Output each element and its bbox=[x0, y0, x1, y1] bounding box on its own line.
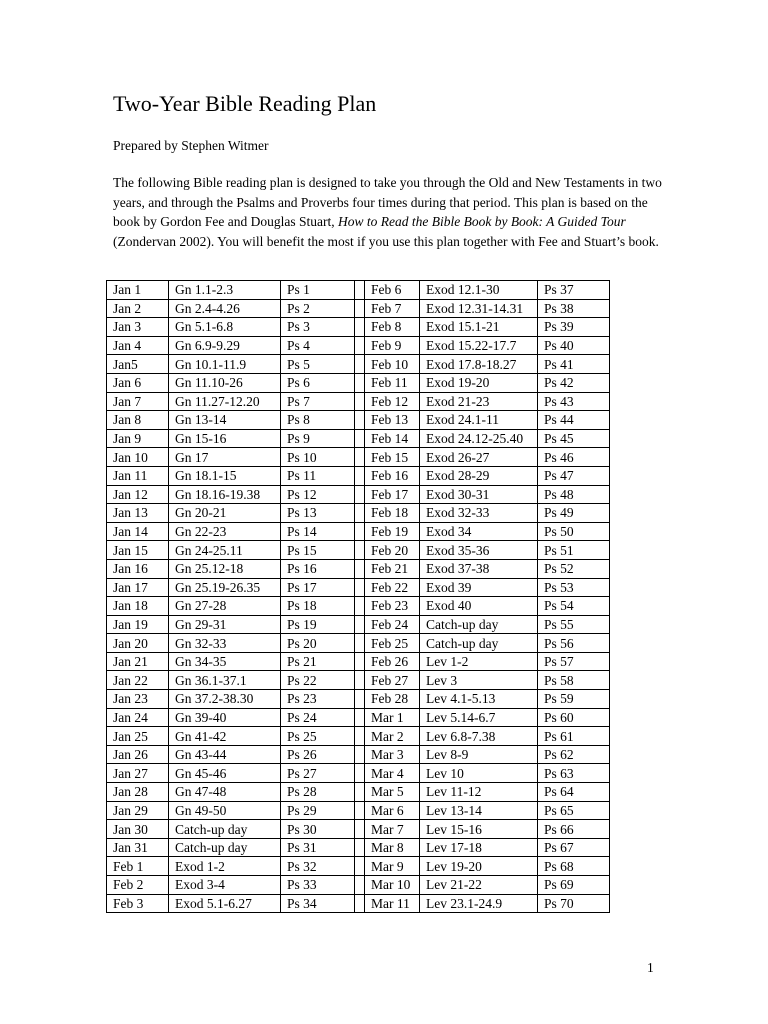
psalm-cell: Ps 34 bbox=[281, 894, 355, 913]
spacer-cell bbox=[355, 559, 365, 578]
reading-cell: Exod 12.31-14.31 bbox=[420, 299, 538, 318]
psalm-cell: Ps 18 bbox=[281, 597, 355, 616]
table-row bbox=[107, 559, 610, 578]
reading-cell: Exod 34 bbox=[420, 522, 538, 541]
table-row bbox=[107, 615, 610, 634]
psalm-cell: Ps 15 bbox=[281, 541, 355, 560]
spacer-cell bbox=[355, 541, 365, 560]
spacer-cell bbox=[355, 838, 365, 857]
reading-cell: Exod 24.12-25.40 bbox=[420, 429, 538, 448]
spacer-cell bbox=[355, 336, 365, 355]
date-cell: Feb 6 bbox=[365, 281, 420, 300]
psalm-cell: Ps 14 bbox=[281, 522, 355, 541]
psalm-cell: Ps 4 bbox=[281, 336, 355, 355]
date-cell: Feb 27 bbox=[365, 671, 420, 690]
psalm-cell: Ps 39 bbox=[538, 318, 610, 337]
spacer-cell bbox=[355, 671, 365, 690]
reading-cell: Gn 5.1-6.8 bbox=[169, 318, 281, 337]
spacer-cell bbox=[355, 801, 365, 820]
psalm-cell: Ps 12 bbox=[281, 485, 355, 504]
spacer-cell bbox=[355, 690, 365, 709]
date-cell: Feb 18 bbox=[365, 504, 420, 523]
date-cell: Jan 18 bbox=[107, 597, 169, 616]
psalm-cell: Ps 47 bbox=[538, 466, 610, 485]
psalm-cell: Ps 28 bbox=[281, 783, 355, 802]
reading-cell: Gn 1.1-2.3 bbox=[169, 281, 281, 300]
reading-cell: Gn 25.19-26.35 bbox=[169, 578, 281, 597]
reading-cell: Lev 8-9 bbox=[420, 745, 538, 764]
table-row bbox=[107, 522, 610, 541]
date-cell: Mar 3 bbox=[365, 745, 420, 764]
reading-cell: Gn 18.1-15 bbox=[169, 466, 281, 485]
table-row bbox=[107, 838, 610, 857]
reading-cell: Gn 49-50 bbox=[169, 801, 281, 820]
reading-cell: Gn 45-46 bbox=[169, 764, 281, 783]
date-cell: Jan 9 bbox=[107, 429, 169, 448]
document-title: Two-Year Bible Reading Plan bbox=[113, 91, 377, 116]
psalm-cell: Ps 37 bbox=[538, 281, 610, 300]
spacer-cell bbox=[355, 448, 365, 467]
table-row bbox=[107, 541, 610, 560]
date-cell: Mar 4 bbox=[365, 764, 420, 783]
psalm-cell: Ps 50 bbox=[538, 522, 610, 541]
table-row bbox=[107, 429, 610, 448]
reading-plan-body bbox=[107, 281, 610, 913]
psalm-cell: Ps 63 bbox=[538, 764, 610, 783]
table-row bbox=[107, 764, 610, 783]
date-cell: Jan 8 bbox=[107, 411, 169, 430]
spacer-cell bbox=[355, 745, 365, 764]
date-cell: Jan 12 bbox=[107, 485, 169, 504]
psalm-cell: Ps 6 bbox=[281, 373, 355, 392]
table-row bbox=[107, 652, 610, 671]
psalm-cell: Ps 38 bbox=[538, 299, 610, 318]
date-cell: Feb 7 bbox=[365, 299, 420, 318]
psalm-cell: Ps 68 bbox=[538, 857, 610, 876]
date-cell: Feb 10 bbox=[365, 355, 420, 374]
reading-cell: Gn 22-23 bbox=[169, 522, 281, 541]
date-cell: Jan 20 bbox=[107, 634, 169, 653]
date-cell: Mar 11 bbox=[365, 894, 420, 913]
reading-cell: Exod 24.1-11 bbox=[420, 411, 538, 430]
psalm-cell: Ps 58 bbox=[538, 671, 610, 690]
psalm-cell: Ps 26 bbox=[281, 745, 355, 764]
date-cell: Feb 15 bbox=[365, 448, 420, 467]
date-cell: Feb 11 bbox=[365, 373, 420, 392]
reading-cell: Gn 11.27-12.20 bbox=[169, 392, 281, 411]
reading-cell: Lev 21-22 bbox=[420, 876, 538, 895]
reading-cell: Gn 41-42 bbox=[169, 727, 281, 746]
table-row bbox=[107, 634, 610, 653]
table-row bbox=[107, 373, 610, 392]
date-cell: Feb 28 bbox=[365, 690, 420, 709]
reading-cell: Gn 34-35 bbox=[169, 652, 281, 671]
reading-cell: Catch-up day bbox=[169, 820, 281, 839]
spacer-cell bbox=[355, 411, 365, 430]
date-cell: Feb 19 bbox=[365, 522, 420, 541]
spacer-cell bbox=[355, 820, 365, 839]
reading-cell: Exod 30-31 bbox=[420, 485, 538, 504]
date-cell: Mar 2 bbox=[365, 727, 420, 746]
psalm-cell: Ps 24 bbox=[281, 708, 355, 727]
reading-cell: Catch-up day bbox=[420, 634, 538, 653]
spacer-cell bbox=[355, 522, 365, 541]
psalm-cell: Ps 21 bbox=[281, 652, 355, 671]
psalm-cell: Ps 60 bbox=[538, 708, 610, 727]
table-row bbox=[107, 727, 610, 746]
date-cell: Feb 2 bbox=[107, 876, 169, 895]
table-row bbox=[107, 336, 610, 355]
spacer-cell bbox=[355, 708, 365, 727]
table-row bbox=[107, 745, 610, 764]
psalm-cell: Ps 56 bbox=[538, 634, 610, 653]
reading-cell: Exod 26-27 bbox=[420, 448, 538, 467]
psalm-cell: Ps 41 bbox=[538, 355, 610, 374]
reading-cell: Exod 35-36 bbox=[420, 541, 538, 560]
reading-cell: Catch-up day bbox=[169, 838, 281, 857]
psalm-cell: Ps 7 bbox=[281, 392, 355, 411]
psalm-cell: Ps 20 bbox=[281, 634, 355, 653]
table-row bbox=[107, 801, 610, 820]
reading-cell: Gn 47-48 bbox=[169, 783, 281, 802]
spacer-cell bbox=[355, 373, 365, 392]
table-row bbox=[107, 783, 610, 802]
reading-cell: Gn 6.9-9.29 bbox=[169, 336, 281, 355]
reading-cell: Lev 10 bbox=[420, 764, 538, 783]
date-cell: Jan 11 bbox=[107, 466, 169, 485]
spacer-cell bbox=[355, 299, 365, 318]
date-cell: Mar 10 bbox=[365, 876, 420, 895]
reading-cell: Gn 27-28 bbox=[169, 597, 281, 616]
psalm-cell: Ps 48 bbox=[538, 485, 610, 504]
spacer-cell bbox=[355, 504, 365, 523]
psalm-cell: Ps 17 bbox=[281, 578, 355, 597]
reading-cell: Gn 20-21 bbox=[169, 504, 281, 523]
psalm-cell: Ps 1 bbox=[281, 281, 355, 300]
reading-cell: Gn 43-44 bbox=[169, 745, 281, 764]
reading-cell: Exod 5.1-6.27 bbox=[169, 894, 281, 913]
reading-cell: Gn 11.10-26 bbox=[169, 373, 281, 392]
psalm-cell: Ps 44 bbox=[538, 411, 610, 430]
psalm-cell: Ps 55 bbox=[538, 615, 610, 634]
date-cell: Feb 9 bbox=[365, 336, 420, 355]
date-cell: Feb 26 bbox=[365, 652, 420, 671]
date-cell: Jan 14 bbox=[107, 522, 169, 541]
date-cell: Feb 22 bbox=[365, 578, 420, 597]
spacer-cell bbox=[355, 727, 365, 746]
reading-cell: Exod 19-20 bbox=[420, 373, 538, 392]
date-cell: Jan 24 bbox=[107, 708, 169, 727]
date-cell: Mar 8 bbox=[365, 838, 420, 857]
spacer-cell bbox=[355, 876, 365, 895]
psalm-cell: Ps 54 bbox=[538, 597, 610, 616]
reading-cell: Lev 1-2 bbox=[420, 652, 538, 671]
psalm-cell: Ps 46 bbox=[538, 448, 610, 467]
psalm-cell: Ps 22 bbox=[281, 671, 355, 690]
date-cell: Feb 13 bbox=[365, 411, 420, 430]
reading-cell: Exod 15.22-17.7 bbox=[420, 336, 538, 355]
date-cell: Jan 15 bbox=[107, 541, 169, 560]
reading-cell: Lev 17-18 bbox=[420, 838, 538, 857]
date-cell: Feb 16 bbox=[365, 466, 420, 485]
psalm-cell: Ps 25 bbox=[281, 727, 355, 746]
reading-cell: Lev 3 bbox=[420, 671, 538, 690]
psalm-cell: Ps 57 bbox=[538, 652, 610, 671]
reading-cell: Exod 12.1-30 bbox=[420, 281, 538, 300]
date-cell: Feb 25 bbox=[365, 634, 420, 653]
reading-cell: Exod 15.1-21 bbox=[420, 318, 538, 337]
psalm-cell: Ps 49 bbox=[538, 504, 610, 523]
date-cell: Jan 1 bbox=[107, 281, 169, 300]
table-row bbox=[107, 578, 610, 597]
psalm-cell: Ps 32 bbox=[281, 857, 355, 876]
date-cell: Jan 4 bbox=[107, 336, 169, 355]
date-cell: Jan 13 bbox=[107, 504, 169, 523]
reading-cell: Exod 21-23 bbox=[420, 392, 538, 411]
psalm-cell: Ps 70 bbox=[538, 894, 610, 913]
psalm-cell: Ps 19 bbox=[281, 615, 355, 634]
reading-cell: Lev 23.1-24.9 bbox=[420, 894, 538, 913]
reading-cell: Gn 13-14 bbox=[169, 411, 281, 430]
psalm-cell: Ps 8 bbox=[281, 411, 355, 430]
reading-cell: Lev 6.8-7.38 bbox=[420, 727, 538, 746]
table-row bbox=[107, 504, 610, 523]
date-cell: Jan 30 bbox=[107, 820, 169, 839]
reading-cell: Gn 17 bbox=[169, 448, 281, 467]
spacer-cell bbox=[355, 894, 365, 913]
reading-cell: Exod 17.8-18.27 bbox=[420, 355, 538, 374]
table-row bbox=[107, 466, 610, 485]
reading-cell: Lev 19-20 bbox=[420, 857, 538, 876]
date-cell: Feb 8 bbox=[365, 318, 420, 337]
date-cell: Jan 21 bbox=[107, 652, 169, 671]
reading-cell: Lev 11-12 bbox=[420, 783, 538, 802]
spacer-cell bbox=[355, 392, 365, 411]
table-row bbox=[107, 894, 610, 913]
reading-cell: Gn 25.12-18 bbox=[169, 559, 281, 578]
date-cell: Jan5 bbox=[107, 355, 169, 374]
spacer-cell bbox=[355, 615, 365, 634]
psalm-cell: Ps 5 bbox=[281, 355, 355, 374]
psalm-cell: Ps 23 bbox=[281, 690, 355, 709]
table-row bbox=[107, 448, 610, 467]
date-cell: Jan 10 bbox=[107, 448, 169, 467]
spacer-cell bbox=[355, 318, 365, 337]
table-row bbox=[107, 708, 610, 727]
reading-cell: Catch-up day bbox=[420, 615, 538, 634]
author-byline: Prepared by Stephen Witmer bbox=[113, 138, 269, 153]
date-cell: Feb 1 bbox=[107, 857, 169, 876]
date-cell: Jan 23 bbox=[107, 690, 169, 709]
spacer-cell bbox=[355, 764, 365, 783]
date-cell: Jan 16 bbox=[107, 559, 169, 578]
date-cell: Mar 1 bbox=[365, 708, 420, 727]
date-cell: Jan 27 bbox=[107, 764, 169, 783]
date-cell: Mar 6 bbox=[365, 801, 420, 820]
date-cell: Jan 26 bbox=[107, 745, 169, 764]
date-cell: Jan 29 bbox=[107, 801, 169, 820]
spacer-cell bbox=[355, 355, 365, 374]
psalm-cell: Ps 53 bbox=[538, 578, 610, 597]
date-cell: Feb 3 bbox=[107, 894, 169, 913]
psalm-cell: Ps 66 bbox=[538, 820, 610, 839]
psalm-cell: Ps 52 bbox=[538, 559, 610, 578]
date-cell: Feb 12 bbox=[365, 392, 420, 411]
table-row bbox=[107, 671, 610, 690]
reading-cell: Exod 37-38 bbox=[420, 559, 538, 578]
psalm-cell: Ps 11 bbox=[281, 466, 355, 485]
table-row bbox=[107, 299, 610, 318]
date-cell: Jan 6 bbox=[107, 373, 169, 392]
reading-cell: Lev 5.14-6.7 bbox=[420, 708, 538, 727]
table-row bbox=[107, 597, 610, 616]
psalm-cell: Ps 3 bbox=[281, 318, 355, 337]
psalm-cell: Ps 62 bbox=[538, 745, 610, 764]
date-cell: Mar 7 bbox=[365, 820, 420, 839]
table-row bbox=[107, 318, 610, 337]
table-row bbox=[107, 857, 610, 876]
table-row bbox=[107, 392, 610, 411]
spacer-cell bbox=[355, 783, 365, 802]
spacer-cell bbox=[355, 652, 365, 671]
reading-cell: Gn 32-33 bbox=[169, 634, 281, 653]
date-cell: Jan 31 bbox=[107, 838, 169, 857]
psalm-cell: Ps 43 bbox=[538, 392, 610, 411]
date-cell: Mar 9 bbox=[365, 857, 420, 876]
spacer-cell bbox=[355, 429, 365, 448]
date-cell: Jan 19 bbox=[107, 615, 169, 634]
psalm-cell: Ps 33 bbox=[281, 876, 355, 895]
reading-cell: Gn 18.16-19.38 bbox=[169, 485, 281, 504]
reading-cell: Gn 15-16 bbox=[169, 429, 281, 448]
reading-cell: Lev 4.1-5.13 bbox=[420, 690, 538, 709]
table-row bbox=[107, 485, 610, 504]
spacer-cell bbox=[355, 857, 365, 876]
intro-paragraph bbox=[113, 173, 673, 251]
date-cell: Jan 28 bbox=[107, 783, 169, 802]
reading-cell: Gn 24-25.11 bbox=[169, 541, 281, 560]
psalm-cell: Ps 51 bbox=[538, 541, 610, 560]
date-cell: Feb 14 bbox=[365, 429, 420, 448]
reading-cell: Exod 1-2 bbox=[169, 857, 281, 876]
spacer-cell bbox=[355, 466, 365, 485]
psalm-cell: Ps 13 bbox=[281, 504, 355, 523]
psalm-cell: Ps 10 bbox=[281, 448, 355, 467]
table-row bbox=[107, 690, 610, 709]
table-row bbox=[107, 876, 610, 895]
reading-cell: Gn 10.1-11.9 bbox=[169, 355, 281, 374]
reading-cell: Exod 40 bbox=[420, 597, 538, 616]
page-number: 1 bbox=[647, 960, 654, 975]
date-cell: Jan 3 bbox=[107, 318, 169, 337]
reading-cell: Gn 39-40 bbox=[169, 708, 281, 727]
spacer-cell bbox=[355, 578, 365, 597]
reading-cell: Exod 32-33 bbox=[420, 504, 538, 523]
spacer-cell bbox=[355, 485, 365, 504]
psalm-cell: Ps 2 bbox=[281, 299, 355, 318]
spacer-cell bbox=[355, 597, 365, 616]
psalm-cell: Ps 45 bbox=[538, 429, 610, 448]
date-cell: Jan 25 bbox=[107, 727, 169, 746]
date-cell: Feb 23 bbox=[365, 597, 420, 616]
psalm-cell: Ps 9 bbox=[281, 429, 355, 448]
psalm-cell: Ps 16 bbox=[281, 559, 355, 578]
table-row bbox=[107, 411, 610, 430]
reading-cell: Lev 13-14 bbox=[420, 801, 538, 820]
psalm-cell: Ps 65 bbox=[538, 801, 610, 820]
reading-cell: Gn 29-31 bbox=[169, 615, 281, 634]
reading-cell: Exod 3-4 bbox=[169, 876, 281, 895]
book-title: How to Read the Bible Book by Book: A Guided Tour bbox=[337, 214, 626, 230]
reading-plan-table bbox=[106, 280, 610, 913]
psalm-cell: Ps 30 bbox=[281, 820, 355, 839]
reading-cell: Exod 28-29 bbox=[420, 466, 538, 485]
psalm-cell: Ps 61 bbox=[538, 727, 610, 746]
psalm-cell: Ps 59 bbox=[538, 690, 610, 709]
date-cell: Feb 20 bbox=[365, 541, 420, 560]
psalm-cell: Ps 31 bbox=[281, 838, 355, 857]
psalm-cell: Ps 42 bbox=[538, 373, 610, 392]
table-row bbox=[107, 355, 610, 374]
reading-cell: Gn 37.2-38.30 bbox=[169, 690, 281, 709]
intro-text-part1: The following Bible reading plan is designed to take you through the Old and New Testaments in two years, and through the Psalms and Proverbs four times during that period. This plan is based on the book by Gordon Fee and Douglas Stuart, bbox=[113, 175, 662, 230]
psalm-cell: Ps 64 bbox=[538, 783, 610, 802]
psalm-cell: Ps 40 bbox=[538, 336, 610, 355]
table-row bbox=[107, 281, 610, 300]
psalm-cell: Ps 69 bbox=[538, 876, 610, 895]
date-cell: Feb 24 bbox=[365, 615, 420, 634]
date-cell: Mar 5 bbox=[365, 783, 420, 802]
spacer-cell bbox=[355, 281, 365, 300]
reading-cell: Gn 36.1-37.1 bbox=[169, 671, 281, 690]
table-row bbox=[107, 820, 610, 839]
reading-cell: Gn 2.4-4.26 bbox=[169, 299, 281, 318]
reading-cell: Lev 15-16 bbox=[420, 820, 538, 839]
spacer-cell bbox=[355, 634, 365, 653]
date-cell: Jan 17 bbox=[107, 578, 169, 597]
psalm-cell: Ps 27 bbox=[281, 764, 355, 783]
date-cell: Feb 21 bbox=[365, 559, 420, 578]
reading-cell: Exod 39 bbox=[420, 578, 538, 597]
date-cell: Jan 2 bbox=[107, 299, 169, 318]
date-cell: Jan 7 bbox=[107, 392, 169, 411]
psalm-cell: Ps 67 bbox=[538, 838, 610, 857]
intro-text-part2: (Zondervan 2002). You will benefit the most if you use this plan together with Fee and Stuart’s book. bbox=[113, 233, 659, 249]
date-cell: Feb 17 bbox=[365, 485, 420, 504]
psalm-cell: Ps 29 bbox=[281, 801, 355, 820]
date-cell: Jan 22 bbox=[107, 671, 169, 690]
